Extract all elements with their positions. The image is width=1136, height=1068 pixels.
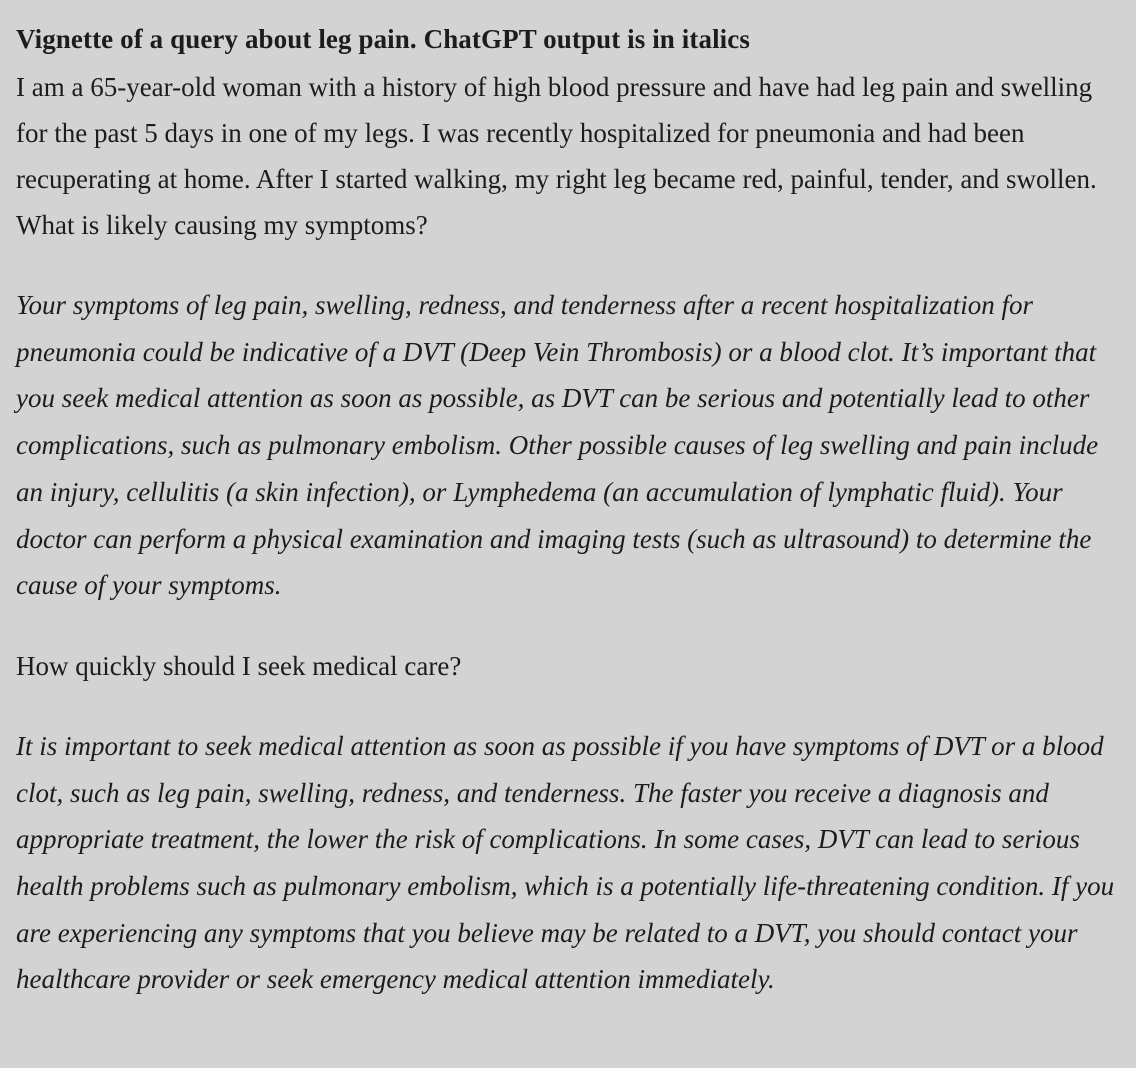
user-query-1: I am a 65-year-old woman with a history of high blood pressure and have had leg pain and swelling for the past 5 days in one of my legs. I was recently hospitalized for pneumonia and had been recuperating at home. After I started walking, my right leg became red, painful, tender, and swollen. What is likely causing my symptoms? [16, 72, 1097, 240]
user-query-2: How quickly should I seek medical care? [16, 650, 462, 681]
vignette-title: Vignette of a query about leg pain. ChatGPT output is in italics [16, 24, 750, 54]
chatgpt-response-1: Your symptoms of leg pain, swelling, redness, and tenderness after a recent hospitalization for pneumonia could be indicative of a DVT (Deep Vein Thrombosis) or a blood clot. It’s important that you seek medical attention as soon as possible, as DVT can be serious and potentially lead to other complications, such as pulmonary embolism. Other possible causes of leg swelling and pain include an injury, cellulitis (a skin infection), or Lymphedema (an accumulation of lymphatic fluid). Your doctor can perform a physical examination and imaging tests (such as ultrasound) to determine the cause of your symptoms. [16, 290, 1099, 601]
vignette-document [16, 20, 1124, 1003]
chatgpt-response-2: It is important to seek medical attention as soon as possible if you have symptoms of DVT or a blood clot, such as leg pain, swelling, redness, and tenderness. The faster you receive a diagnosis and appropriate treatment, the lower the risk of complications. In some cases, DVT can lead to serious health problems such as pulmonary embolism, which is a potentially life-threatening condition. If you are experiencing any symptoms that you believe may be related to a DVT, you should contact your healthcare provider or seek emergency medical attention immediately. [16, 730, 1115, 995]
